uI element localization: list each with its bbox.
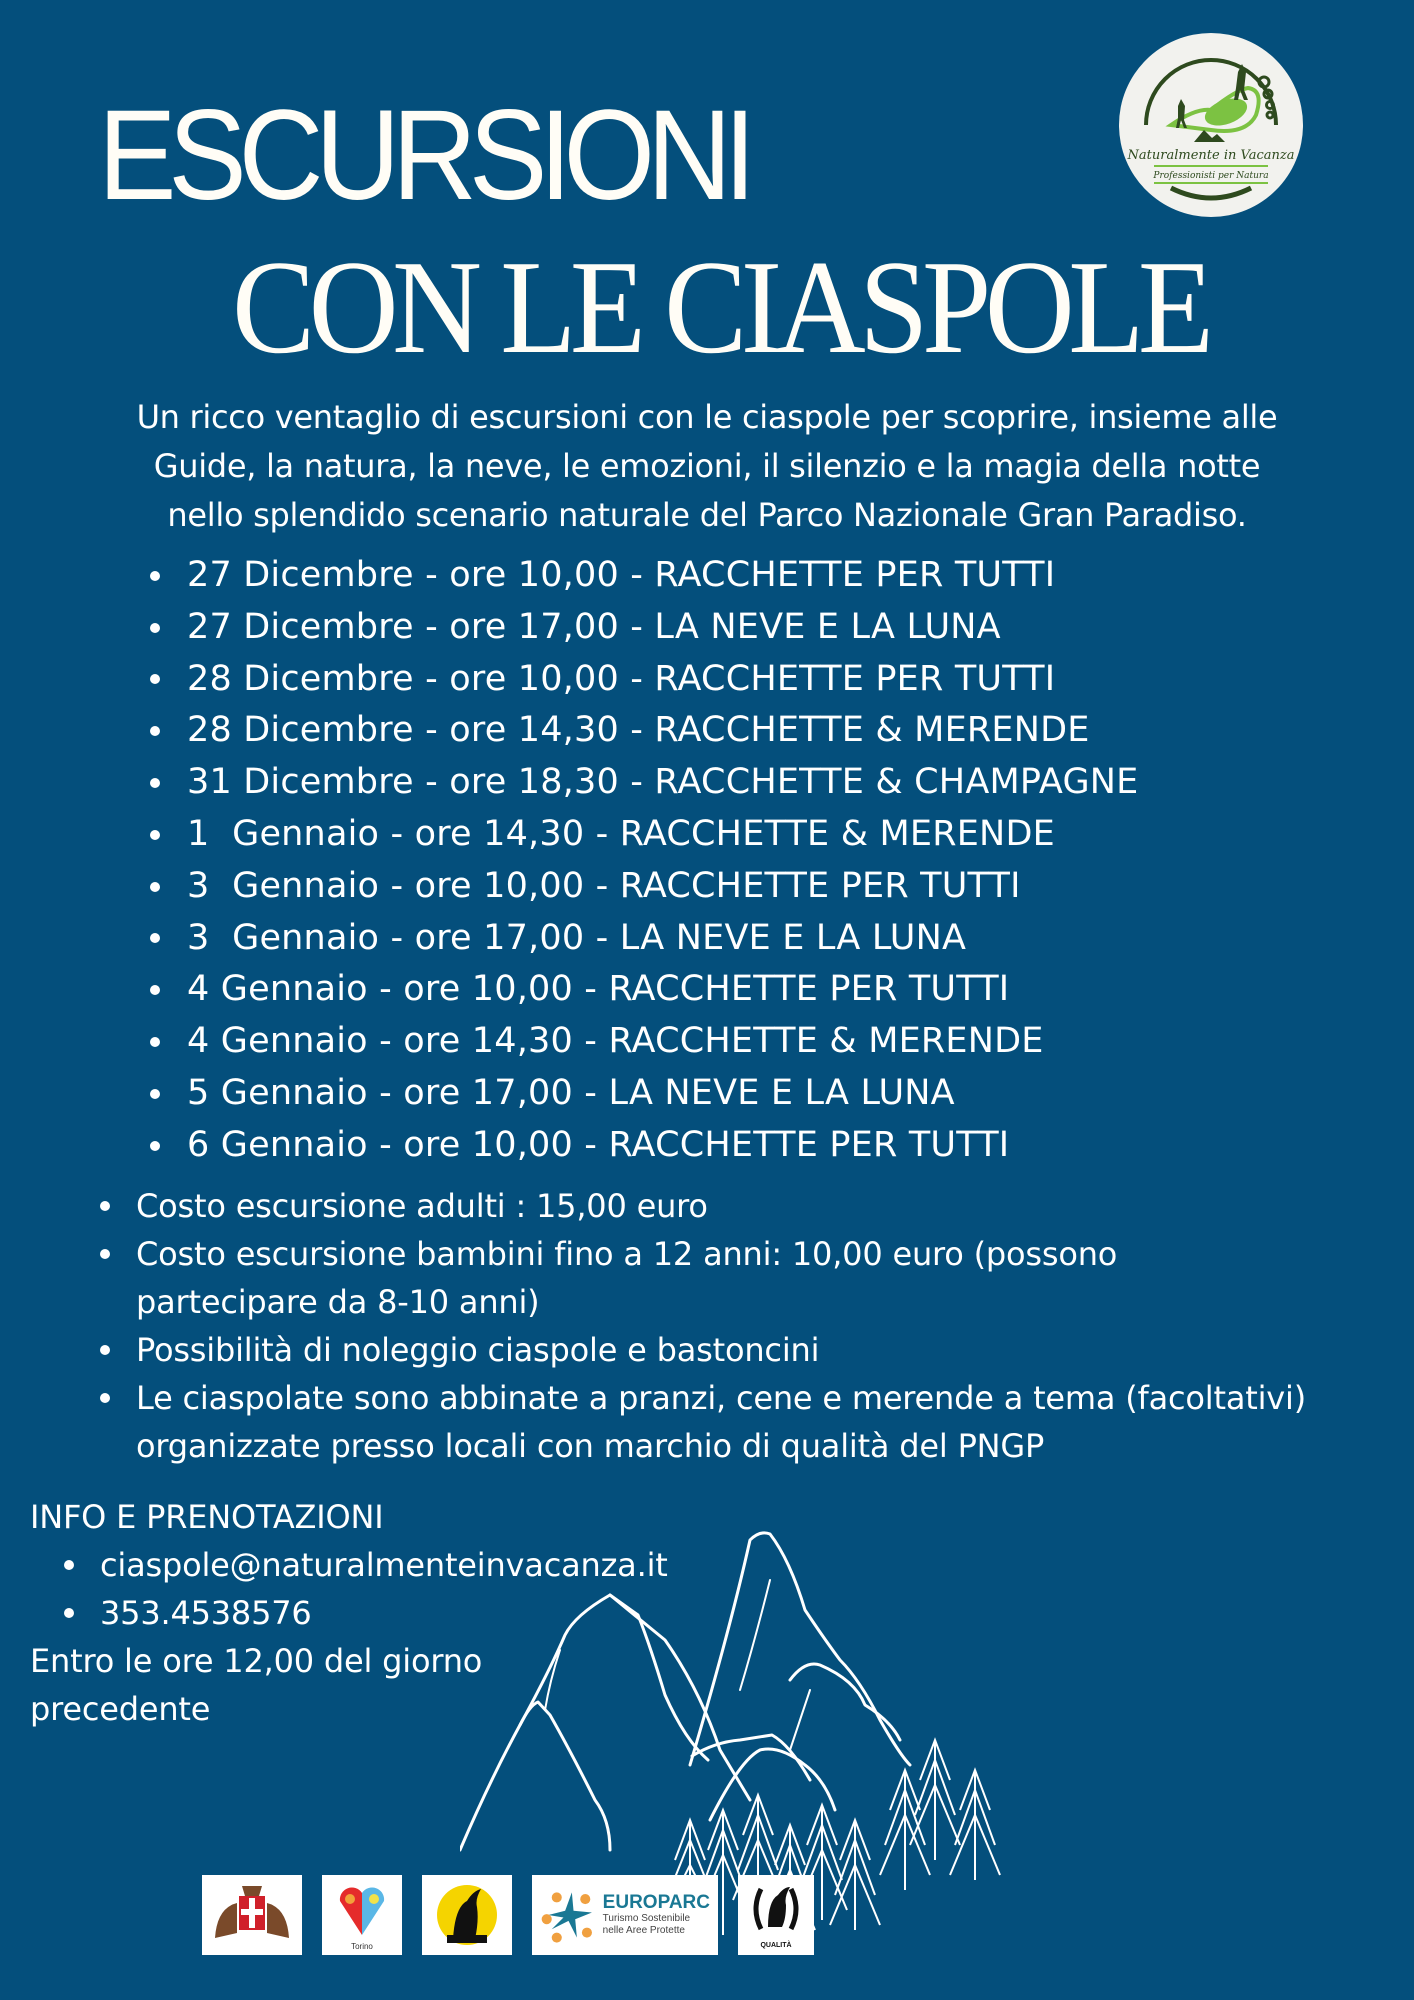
phone-link[interactable]: 353.4538576 [54,1589,668,1637]
partner-savoia-crest [202,1875,302,1955]
intro-paragraph [60,393,1354,540]
partner-europarc: EUROPARC Turismo Sostenibile nelle Aree Protette [532,1875,718,1955]
schedule-item: 28 Dicembre - ore 14,30 - RACCHETTE & MERENDE [140,705,1138,757]
info-heading: INFO E PRENOTAZIONI [30,1498,384,1536]
schedule-item: 28 Dicembre - ore 10,00 - RACCHETTE PER TUTTI [140,654,1138,706]
partner-qualita: QUALITÀ [738,1875,814,1955]
schedule-item: 3 Gennaio - ore 10,00 - RACCHETTE PER TUTTI [140,861,1138,913]
schedule-item: 4 Gennaio - ore 10,00 - RACCHETTE PER TUTTI [140,964,1138,1016]
schedule-item: 1 Gennaio - ore 14,30 - RACCHETTE & MERENDE [140,809,1138,861]
partner-pngp [422,1875,512,1955]
schedule-item: 31 Dicembre - ore 18,30 - RACCHETTE & CHAMPAGNE [140,757,1138,809]
schedule-item: 6 Gennaio - ore 10,00 - RACCHETTE PER TUTTI [140,1120,1138,1172]
cost-item: Possibilità di noleggio ciaspole e bastoncini [90,1326,1390,1374]
schedule-item: 27 Dicembre - ore 17,00 - LA NEVE E LA LUNA [140,602,1138,654]
intro-line: Guide, la natura, la neve, le emozioni, il silenzio e la magia della notte [153,447,1261,485]
svg-text:Naturalmente in Vacanza: Naturalmente in Vacanza [1127,148,1295,163]
schedule-item: 5 Gennaio - ore 17,00 - LA NEVE E LA LUNA [140,1068,1138,1120]
quality-mark-icon [746,1879,806,1939]
heart-pin-icon [332,1879,392,1939]
intro-line: nello splendido scenario naturale del Parco Nazionale Gran Paradiso. [167,496,1247,534]
cost-item: Costo escursione bambini fino a 12 anni: 10,00 euro (possono partecipare da 8-10 anni) [90,1230,1256,1326]
hiker-logo-icon [1116,30,1306,220]
crest-icon [207,1878,297,1952]
title-escursioni: ESCURSIONI [98,84,749,227]
svg-text:Professionisti per Natura: Professionisti per Natura [1153,171,1269,181]
ibex-park-icon [429,1877,505,1953]
title-con-le-ciaspole: CON LE CIASPOLE [232,233,1208,381]
cost-item: Costo escursione adulti : 15,00 euro [90,1182,1390,1230]
cost-item: Le ciaspolate sono abbinate a pranzi, cene e merende a tema (facoltativi) organizzate presso locali con marchio di qualità del PNGP [90,1374,1366,1470]
europarc-star-icon [540,1880,599,1950]
partner-logos [202,1875,814,1955]
schedule-item: 4 Gennaio - ore 14,30 - RACCHETTE & MERENDE [140,1016,1138,1068]
intro-line: Un ricco ventaglio di escursioni con le ciaspole per scoprire, insieme alle [136,398,1278,436]
partner-torino: Torino [322,1875,402,1955]
schedule-list [140,550,1138,1172]
schedule-item: 3 Gennaio - ore 17,00 - LA NEVE E LA LUNA [140,913,1138,965]
costs-list [90,1182,1390,1470]
schedule-item: 27 Dicembre - ore 10,00 - RACCHETTE PER TUTTI [140,550,1138,602]
naturalmente-in-vacanza-logo [1116,30,1306,220]
deadline-text: precedente [30,1690,211,1728]
deadline-text: Entro le ore 12,00 del giorno [30,1642,483,1680]
email-link[interactable]: ciaspole@naturalmenteinvacanza.it [54,1541,668,1589]
